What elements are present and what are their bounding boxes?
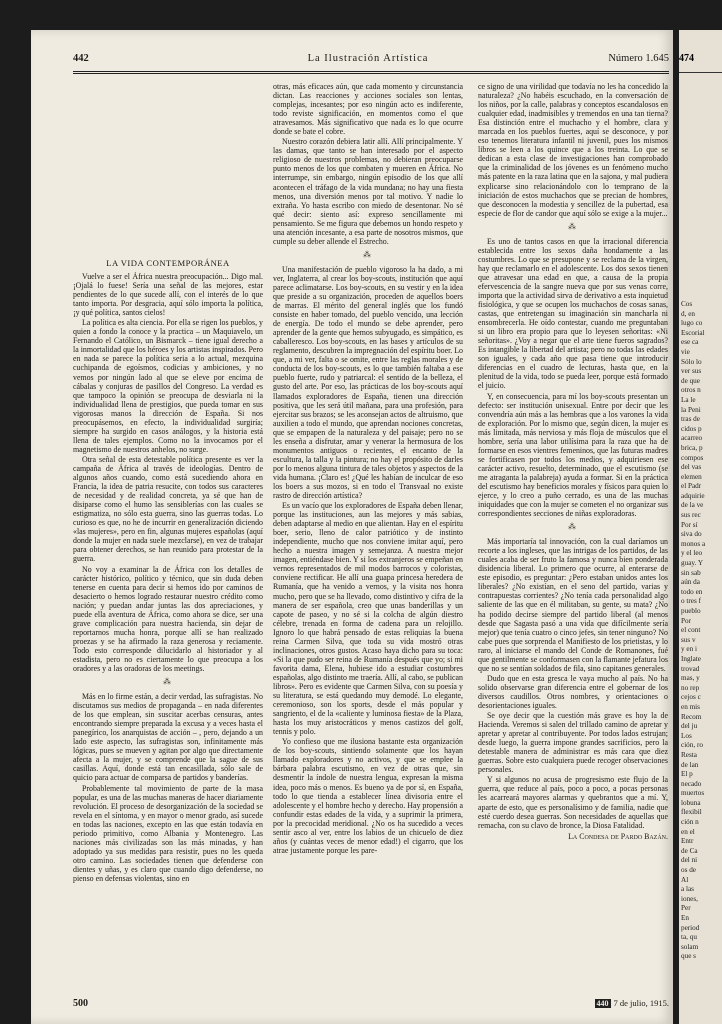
adjacent-text-line: del ni	[681, 856, 698, 865]
adjacent-text-line: ción n	[681, 818, 699, 827]
adjacent-text-line: de Ca	[681, 846, 698, 855]
paragraph: otras, más eficaces aún, que cada momento y circunstancia dictan. Las reacciones y acciones sociales son lentas, complejas, incesantes; por eso ningún acto es indiferente, todo reviste significación, en momentos como el que atravesamos. Más significativo que nada es lo que ocurre donde se bate el cobre.	[273, 82, 463, 137]
paragraph: Una manifestación de pueblo vigoroso la ha dado, a mi ver, Inglaterra, al crear los boy-scouts, institución que aquí parece aclimatarse. Los boy-scouts, en su vestir y en la idea que preside a su organización, proceden de aquellos boers de marras. El mérito del general inglés que los fundó consiste en haber tomado, del pueblo vencido, una lección de energía. De todo el mundo se debe aprender, pero aprender de la gente que hemos subyugado, es simpático, es caballeresco. Los boy-scouts, en las bases y artículos de su reglamento, descubren la impregnación del espíritu boer. Lo que, a mi ver, falta o se omite, entre las reglas morales y de conducta de los boy-scouts, es lo que también faltaba a ese pueblo fuerte, rudo y patriarcal: el sentido de la belleza, el gusto del arte. Por eso, las prácticas de los boy-scouts aquí llamados exploradores de España, tienen una dirección positiva, que les será útil mañana, para una profesión, para ejercitar sus brazos; se les aconsejan actos de altruismo, que auxilien a todo el mundo, que aprendan nociones concretas, que se empapen de la naturaleza y del paisaje; pero no se les enseña a disfrutar, amar y venerar la hermosura de los monumentos antiguos o recientes, el encanto de la escultura, la talla y la pintura; no hay el propósito de darles por lo menos alguna tintura de tales objetos y aspectos de la vida humana. ¡Claro es! ¿Qué les habían de inculcar de eso los boers a sus mozos, si en todo el Transvaal no existe rastro de dirección artística?	[273, 264, 463, 501]
adjacent-text-line: Cos	[681, 300, 693, 308]
adjacent-text-line: Los	[681, 731, 692, 740]
adjacent-text-line: acarreo	[681, 434, 703, 443]
section-title: LA VIDA CONTEMPORÁNEA	[106, 258, 230, 268]
header-rule	[73, 71, 669, 72]
adjacent-page	[679, 30, 722, 1024]
paragraph: Es un vacío que los exploradores de España deben llenar, porque las instituciones, aun las mejores y más sabias, deben adaptarse al medio en que alientan. Hay en el espíritu boer, serio, lleno de calor patriótico y de instinto independiente, mucho que nos conviene imitar aquí, pero hecho a nuestra imagen y semejanza. A nuestra mejor imagen, entiéndase bien. Y si los extranjeros se empeñan en vernos representados de mil modos barrocos y coloristas, conviene rectificar. He allí una guapa princesa heredera de Rumanía, que ha venido a vernos, y la visita nos honra mucho, pero que se ha llevado, como distintivo y cifra de la manera de ser española, creo que unas banderillas y un capote de paseo, y no sé si la colcha de algún diestro célebre, trenada en forma de cadena para un relojillo. Ignoro lo que habrá pensado de estas reliquias la buena reina Carmen Silva, que toda su vida mostró otras inclinaciones, otros gustos. Acaso haya dicho para su toca: «Si la que pudo ser reina de Rumanía después que yo; si mi favorita dama, Elena, hubiese ido a estudiar costumbres españolas, algo distinto me traería. Allí, al cabo, se publican libros». Pero es evidente que Carmen Silva, con su poesía y su literatura, se está quedando muy demodé. Lo elegante, ceremonioso, son los sports, desde el más popular y sangriento, el de la «caliente y luminosa fiesta» de la Plaza, hasta los muy aristocráticos y menos castizos del golf, tennis y polo.	[273, 501, 463, 737]
paragraph: Más en lo firme están, a decir verdad, las sufragistas. No discutamos sus medios de propaganda – en nada diferentes de los que emplean, sin suscitar acerbas censuras, antes encontrando siempre preparada la excusa y a veces hasta el panegírico, los anarquistas de acción – , pero, dejando a un lado este aspecto, las sufragistas son, infinitamente más lógicas, pues se mueven y agitan por algo que directamente afecta a la mujer, y se comprende que la sague de sus casillas. Aquí, donde está tan encasillada, sólo sale de quicio para actuar de comparsa de partidos y banderías.	[73, 692, 263, 783]
adjacent-text-line: Recom	[681, 712, 702, 721]
adjacent-text-line: a las	[681, 885, 694, 894]
paragraph: Dudo que en esta gresca le vaya mucho al país. No ha solido observarse gran diferencia entre el gobernar de los diversos caudillos. Otros nombres, y orientaciones o desorientaciones iguales.	[478, 673, 668, 710]
adjacent-text-line: ver sus	[681, 367, 702, 376]
page-header	[73, 53, 669, 67]
footer-date	[595, 998, 669, 1008]
adjacent-text-line: mas, y	[681, 674, 700, 683]
adjacent-text-line: ta, qu	[681, 933, 697, 942]
adjacent-text-line: Al	[681, 875, 689, 884]
paragraph: Nuestro corazón debiera latir allí. Allí principalmente. Y las damas, que tanto se han interesado por el aspecto religioso de nuestros problemas, no debieran preocuparse punto menos de los que combaten y mueren en África. No interrumpe, sin embargo, ningún episodio de los que allí acontecen el tráfago de la vida mundana; no hay una fiesta menos, una diversión menos por tal motivo. Y nadie lo extraña. Yo hasta escribo con miedo de desentonar. No sé qué decir: siento así: expreso sencillamente mi pensamiento. Se me figura que debemos un hondo respeto y una atención incesante, a esa parte de nosotros mismos, que cumple su deber allende el Estrecho.	[273, 137, 463, 246]
date-text: 7 de julio, 1915.	[613, 998, 669, 1008]
paragraph: ce signo de una virilidad que todavía no les ha concedido la naturaleza? ¿No habéis escuchado, en la conversación de los niños, por la calle, palabras y conceptos escandalosos en cualquier edad, inadmisibles y tremendos en una tan tierna? Esa distinción entre el muchacho y el hombre, clara y marcada en los pueblos fuertes, aquí se desconoce, y por eso tenemos literatura infantil ni juvenil, pues los mismos libros se leen a los quince que a los treinta. Lo que se dedican a esta clase de investigaciones han comprobado que la criminalidad de los jóvenes es un fenómeno mucho más patente en la raza latina que en la sajona, y mal pudiera explicarse sino relacionándolo con lo temprano de la iniciación de estos muchachos que se precian de hombres, que desconocen la modestia y sencillez de la pubertad, esa especie de flor de candor que aquí sólo se exige a la mujer...	[478, 82, 668, 218]
section-separator: ⁂	[363, 249, 373, 259]
adjacent-text-line: ción, ro	[681, 741, 703, 750]
adjacent-text-line: Entr	[681, 837, 694, 846]
footer-page-number: 500	[73, 998, 88, 1009]
adjacent-text-line: y en i	[681, 645, 697, 654]
adjacent-text-line: iones,	[681, 894, 698, 903]
magazine-title: La Ilustración Artística	[307, 53, 429, 64]
adjacent-text-line: que s	[681, 952, 696, 961]
adjacent-text-line: en mis	[681, 702, 700, 711]
article-column-3	[478, 82, 668, 972]
adjacent-text-line: solam	[681, 942, 699, 951]
adjacent-text-line: Inglate	[681, 654, 701, 663]
adjacent-text-line: del ju	[681, 722, 698, 731]
adjacent-text-line: El p	[681, 770, 693, 779]
adjacent-text-line: el cont	[681, 626, 701, 635]
adjacent-text-line: period	[681, 923, 700, 932]
adjacent-text-line: o tres f	[681, 597, 701, 606]
adjacent-text-line: os de	[681, 866, 696, 875]
section-separator: ⁂	[568, 221, 578, 231]
paragraph: Se oye decir que la cuestión más grave es hoy la de Hacienda. Veremos si salen del trillado camino de apretar y apretar y apretar al contribuyente. Por todos lados estrujan; desde luego, la guerra impone grandes sacrificios, pero la detestable manera de administrar es más cara que diez guerras. Sobre esto cualquiera puede recoger observaciones personales.	[478, 711, 668, 775]
section-separator: ⁂	[163, 677, 173, 687]
adjacent-text-line: siva do	[681, 530, 702, 539]
author-signature: La Condesa de Pardo Bazán.	[568, 831, 668, 841]
adjacent-text-line: lugo co	[681, 319, 703, 328]
page-number: 442	[73, 53, 89, 64]
adjacent-text-line: de que	[681, 376, 700, 385]
adjacent-text-line: necado	[681, 779, 702, 788]
adjacent-text-line: brica, p	[681, 443, 703, 452]
adjacent-text-line: Por	[681, 616, 691, 625]
adjacent-page-text	[681, 300, 722, 962]
adjacent-text-line: ese ca	[681, 338, 699, 347]
paragraph: Otra señal de esta detestable política presente es ver la campaña de África al través de ideologías. Dentro de algunos años cuando, como está sucediendo ahora en Francia, la idea de patria resucite, con todos sus caracteres de necesidad y de realidad concreta, ya sé que han de disiparse como el humo las sensiblerías con las cuales se estigmatiza, no sólo esta guerra, sino las guerras todas. Lo curioso es que, no he de incurrir en generalización diciendo «las mujeres», pero en fin, algunas mujeres españolas (aquí donde la mujer en nada suele mezclarse), en vez de trabajar para obtener derechos, se han reunido para protestar de la guerra.	[73, 454, 263, 564]
adjacent-text-line: y el leo	[681, 549, 703, 558]
paragraph: No voy a examinar la de África con los detalles de carácter histórico, político y técnico, que sin duda deben tenerse en cuenta para decir si hemos ido por caminos de desacierto o hemos logrado restaurar nuestro crédito como nación; y puedan andar juntas las dos apreciaciones, y puede ella aventura de África, como ahora se dice, ser una grave complicación para nuestra hacienda, sin dejar de reportarnos mucha honra, porque allí se han realizado proezas y se ha afirmado la raza generosa y reciamente. Todo esto corresponde dilucidarlo al historiador y al estadista, pero no es ciertamente lo que preocupa a los oradores y a las oradoras de los meetings.	[73, 564, 263, 674]
issue-badge: 440	[596, 999, 609, 1008]
adjacent-text-line: Per	[681, 904, 691, 913]
article-column-2	[273, 82, 463, 972]
adjacent-text-line: monos a	[681, 539, 706, 548]
adjacent-text-line: otros n	[681, 386, 701, 395]
adjacent-text-line: En	[681, 914, 689, 922]
adjacent-text-line: muertos	[681, 789, 705, 798]
adjacent-text-line: adquirie	[681, 491, 705, 500]
adjacent-text-line: lobuna	[681, 798, 701, 807]
paragraph: Vuelve a ser el África nuestra preocupación... Digo mal. ¡Ojalá lo fuese! Sería una señal de las mejores, estar pendientes de lo que sucede allí, con el interés de lo que tanto importa. Por desgracia, aquí sólo importa la política, ¡y qué política, santos cielos!	[73, 272, 263, 318]
adjacent-text-line: tras de	[681, 415, 700, 424]
adjacent-text-line: el Padr	[681, 482, 702, 491]
adjacent-text-line: La le	[681, 395, 696, 404]
adjacent-text-line: no rep	[681, 683, 700, 692]
paragraph: Es uno de tantos casos en que la irracional diferencia establecida entre los sexos daña hondamente a las costumbres. Lo que se presupone y se reclama de la virgen, hay que reclamarlo en el adolescente. Los dos sexos tienen que atravesar una edad en que, a causa de la propia efervescencia de la sangre nueva que por sus venas corre, importa que la actividad sirva de derivativo a esta inquietud fisiológica, y que se ocupen los muchachos de cosas sanas, castas, que entretengan su imaginación sin mancharla ni ensombrecerla. He oído contestar, cuando me preguntaban si un libro era propio para que lo leyesen señoritas: «Ni señoritas». ¿Voy a negar que el arte tiene fueros sagrados? Es intangible la libertad del artista; pero no todas las edades son iguales, y cada año que pasa tiene que introducir diferencias en el cuadro de lecturas, hasta que, en la plenitud de la vida, todo se pueda leer, porque está formado el juicio.	[478, 236, 668, 391]
adjacent-text-line: Por sí	[681, 520, 698, 529]
paragraph: Y si algunos no acusa de progresismo este flujo de la guerra, que reduce al país, poco a poco, a pocas personas les acarreará mayores alarmas y quebrantos que a mí. Y, aparte de esto, que es personalísimo y de familia, nadie que esté cuerdo desea guerras. Son necesidades de aquellas que remacha, con su clavo de bronce, la Diosa Fatalidad.	[478, 775, 668, 830]
adjacent-text-line: vie	[681, 347, 690, 356]
issue-number: Número 1.645	[608, 53, 669, 64]
paragraph: Probablemente tal movimiento de parte de la masa popular, es una de las muchas maneras de hacer diariamente revolución. El proceso de desorganización de la sociedad se revela en el síntoma, y en mayor o menor grado, así sucede en todas las naciones, excepto en las que están todavía en periodo primitivo, como Albania y Montenegro. Las naciones más civilizadas son las más minadas, y han adoptado ya sus medidas para resistir, pues no les queda otro camino. Las sociedades tienen que defenderse con dientes y uñas, y es claro que cuando digo defenderse, no pienso en defensas violentas, sino en	[73, 783, 263, 883]
article-column-1	[73, 272, 263, 972]
adjacent-text-line: sus v	[681, 635, 696, 644]
paragraph: Yo confieso que me ilusiona bastante esta organización de los boy-scouts, sintiendo solamente que los hayan llamado exploradores y no activos, y que se emplee la bárbara palabra escutismo, en vez de otras que, sin desmentir la índole de nuestra lengua, expresan la misma idea, poco más o menos. Es bueno ya de por sí, en España, todo lo que tienda a establecer línea divisoria entre el adolescente y el hombre hecho y derecho. Hay propensión a confundir estas edades de la vida, y a suprimir la primera, por la precocidad meridional. ¿No os ha sucedido a veces sentir asco al ver, entre los labios de un chicuelo de diez años (y cuántas veces de menor edad!) el cigarro, que los atrae justamente porque les pare-	[273, 737, 463, 855]
adjacent-text-line: d, en	[681, 309, 695, 318]
adjacent-text-line: guay. Y	[681, 559, 704, 568]
header-rule-secondary	[73, 73, 669, 74]
magazine-page	[31, 30, 673, 1024]
adjacent-text-line: sus rec	[681, 511, 701, 520]
paragraph: La política es alta ciencia. Por ella se rigen los pueblos, y quien a fondo la conoce y la practica – un Maquiavelo, un Fernando el Católico, un Bismarck – tiene igual derecho a la inmortalidad que los héroes y los artistas inspirados. Pero en nada se parece la política seria a lo actual, mezquina cuchipanda de egoísmos, codicias y ambiciones, y no vemos por ningún lado al que se eleve por encima de cábalas y conjuras de pasillos del Congreso. La verdad es que tampoco la opinión se preocupa de desviarla ni la individualidad llena de prestigios, que pueda tomar en sus vigorosas manos la dirección de España. Si nos preocupásemos, en efecto, la individualidad surgiría; siempre ha surgido en casos análogos, y la historia está llena de tales ejemplos. Como no la invocamos por el magnetismo de nuestros anhelos, no surge.	[73, 318, 263, 454]
adjacent-text-line: Resta	[681, 750, 697, 759]
adjacent-page-number: 474	[679, 53, 694, 64]
adjacent-text-line: pueblo	[681, 607, 701, 615]
section-separator: ⁂	[568, 522, 578, 532]
adjacent-text-line: aún da	[681, 578, 700, 587]
adjacent-text-line: sin sab	[681, 568, 701, 577]
adjacent-text-line: elemen	[681, 472, 702, 481]
adjacent-text-line: todo en	[681, 587, 703, 596]
page-footer	[73, 998, 669, 1012]
adjacent-text-line: de la ve	[681, 501, 704, 510]
adjacent-text-line: Sólo lo	[681, 357, 702, 366]
adjacent-text-line: cejos c	[681, 693, 701, 702]
adjacent-text-line: de lan	[681, 760, 699, 769]
adjacent-header-rule	[679, 72, 722, 73]
paragraph: Más importaría tal innovación, con la cual daríamos un recorte a los ingleses, que las intrigas de los partidos, de las cuales acaba de ser fruto la famosa y nunca bien ponderada disidencia liberal. Lo primero que ocurre, al enterarse de este episodio, es preguntar: ¿Pero estaban unidos antes los liberales? ¿No existían, en el seno del partido, varias y contrapuestas corrientes? ¿No tenía cada personalidad algo saliente de las que en él militaban, su gente, su mata? ¿No ha podido decirse siempre del partido liberal (al menos desde que Sagasta pasó a una vida que difícilmente sería mejor) que tenía cuatro o cinco jefes, sin tener ninguno? No cabe pues que sorprenda el Manifiesto de los prietistas, y lo raro, al iniciarse el mando del Conde de Romanones, fué que gentilmente se conformasen con la flamante jefatura los que no se sentían soldados de fila, sino capitanes generales.	[478, 537, 668, 673]
adjacent-text-line: cidos p	[681, 424, 702, 433]
adjacent-text-line: Escorial	[681, 328, 705, 337]
adjacent-text-line: la Peni	[681, 405, 701, 414]
adjacent-text-line: compos	[681, 453, 704, 462]
adjacent-text-line: del vas	[681, 463, 702, 472]
adjacent-text-line: trovad	[681, 664, 700, 673]
adjacent-text-line: en el	[681, 827, 695, 836]
adjacent-text-line: flexibil	[681, 808, 702, 817]
paragraph: Y, en consecuencia, para mí los boy-scouts presentan un defecto: ser institución unisexual. Entre por decir que les convendría aún más a las hembras que a los varones la vida de exploración. Por lo mismo que, según dicen, la mujer es más limitada, más nerviosa y más floja de músculos que el hombre, sería una labor utilísima para la raza que ha de formarse en esos vientres femeninos, que las futuras madres se fortificasen por todos los medios, y adquiriesen ese carácter activo, resuelto, determinado, que el escutismo (se me atraganta la palabreja) ayuda a formar. Si en la práctica del escutismo hay beneficios morales y físicos para quien lo ejerce, y lo creo a puño cerrado, es una de las muchas iniquidades que con la mujer se cometen el no organizar sus correspondientes secciones de niñas exploradoras.	[478, 391, 668, 519]
